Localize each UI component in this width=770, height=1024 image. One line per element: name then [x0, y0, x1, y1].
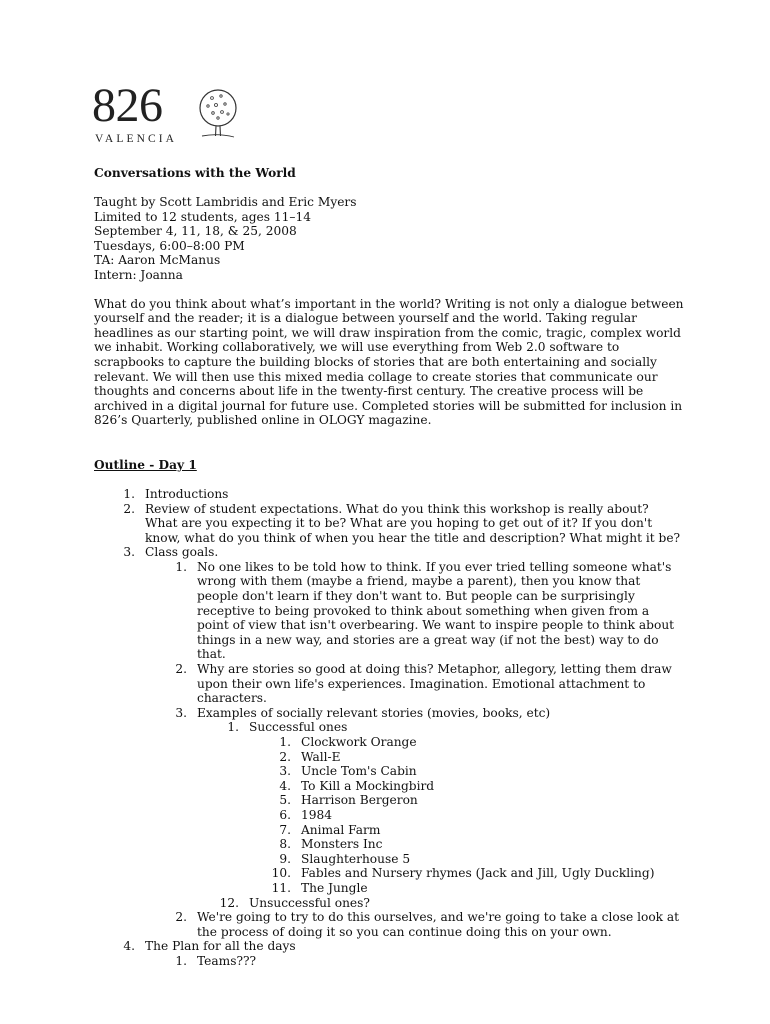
list-number: 8.	[279, 837, 291, 852]
list-text: 1984	[301, 807, 333, 822]
list-number: 6.	[279, 807, 291, 822]
list-text: Animal Farm	[301, 822, 381, 837]
list-number: 3.	[279, 764, 291, 779]
info-line-ta: TA: Aaron McManus	[94, 253, 221, 268]
outline-heading: Outline - Day 1	[94, 457, 197, 472]
list-number: 11.	[271, 880, 291, 895]
list-item	[145, 560, 684, 662]
info-line-teachers: Taught by Scott Lambridis and Eric Myers	[94, 195, 357, 209]
list-text: Examples of socially relevant stories (movies, books, etc)	[197, 705, 551, 720]
logo-name: VALENCIA	[95, 133, 178, 145]
list-text: The Plan for all the days	[145, 939, 296, 954]
list-number: 4.	[279, 778, 291, 793]
list-item	[249, 866, 684, 881]
list-item	[249, 837, 684, 852]
examples-list	[197, 720, 684, 910]
list-text: Uncle Tom's Cabin	[301, 764, 417, 779]
list-text: Teams???	[197, 953, 257, 968]
list-text: To Kill a Mockingbird	[301, 778, 435, 793]
outline-list	[94, 487, 684, 969]
list-item	[197, 720, 684, 895]
list-item	[197, 896, 684, 911]
list-item	[249, 881, 684, 896]
list-number: 12.	[219, 895, 239, 910]
list-number: 1.	[175, 559, 187, 574]
list-number: 2.	[175, 910, 187, 925]
list-number: 3.	[175, 705, 187, 720]
list-number: 2.	[123, 501, 135, 516]
info-line-dates: September 4, 11, 18, & 25, 2008	[94, 224, 297, 239]
tree-icon	[194, 86, 242, 144]
list-item	[249, 852, 684, 867]
info-line-limit: Limited to 12 students, ages 11–14	[94, 209, 312, 224]
class-goals-list	[145, 560, 684, 939]
list-item	[94, 487, 684, 502]
logo-number: 826	[92, 79, 163, 132]
list-text: Why are stories so good at doing this? Metaphor, allegory, letting them draw upon their own life's experiences. Imagination. Emotional attachment to characters.	[197, 662, 672, 706]
list-text: Successful ones	[249, 720, 348, 735]
list-item	[249, 779, 684, 794]
list-number: 2.	[175, 662, 187, 677]
course-description: What do you think about what’s important in the world? Writing is not only a dialogue between yourself and the reader; it is a dialogue between yourself and the world. Taking regular headlines as our starting point, we will draw inspiration from the comic, tragic, complex world we inhabit. Working collaboratively, we will use everything from Web 2.0 software to scrapbooks to capture the building blocks of stories that are both entertaining and socially relevant. We will then use this mixed media collage to create stories that communicate our thoughts and concerns about life in the twenty-first century. The creative process will be archived in a digital journal for future use. Completed stories will be submitted for inclusion in 826’s Quarterly, published online in OLOGY magazine.	[94, 296, 684, 428]
list-number: 9.	[279, 851, 291, 866]
list-number: 2.	[279, 749, 291, 764]
list-item	[145, 706, 684, 910]
plan-list	[145, 954, 684, 969]
list-text: The Jungle	[301, 880, 368, 895]
list-number: 1.	[279, 735, 291, 749]
list-text: Wall-E	[301, 749, 341, 764]
list-item	[94, 502, 684, 546]
list-text: We're going to try to do this ourselves, and we're going to take a close look at the process of doing it so you can continue doing this on your own.	[197, 910, 680, 939]
list-number: 10.	[271, 866, 291, 881]
list-number: 3.	[123, 545, 135, 560]
info-line-intern: Intern: Joanna	[94, 267, 183, 282]
list-number: 1.	[227, 720, 239, 735]
course-info	[94, 195, 684, 283]
list-item	[249, 808, 684, 823]
list-text: Slaughterhouse 5	[301, 851, 411, 866]
info-line-time: Tuesdays, 6:00–8:00 PM	[94, 238, 245, 253]
list-item	[249, 823, 684, 838]
list-item	[249, 735, 684, 750]
list-item	[94, 939, 684, 968]
list-number: 4.	[123, 939, 135, 954]
list-item	[145, 954, 684, 969]
list-text: Harrison Bergeron	[301, 793, 418, 808]
list-number: 1.	[123, 486, 135, 501]
list-item	[145, 662, 684, 706]
list-item	[249, 750, 684, 765]
list-text: Class goals.	[145, 545, 219, 560]
course-title: Conversations with the World	[94, 166, 296, 180]
list-item	[249, 793, 684, 808]
list-number: 1.	[175, 953, 187, 968]
list-item	[145, 910, 684, 939]
list-number: 5.	[279, 793, 291, 808]
document-page	[92, 79, 684, 969]
list-text: Introductions	[145, 486, 229, 501]
list-item	[249, 764, 684, 779]
list-number: 7.	[279, 822, 291, 837]
list-text: Review of student expectations. What do you think this workshop is really about? What are you expecting it to be? What are you hoping to get out of it? If you don't know, what do you think of when you hear the title and description? What might it be?	[145, 501, 681, 545]
list-text: Monsters Inc	[301, 837, 383, 852]
list-text: Clockwork Orange	[301, 735, 417, 749]
list-text: Unsuccessful ones?	[249, 895, 370, 910]
successful-stories-list	[249, 735, 684, 896]
list-text: No one likes to be told how to think. If you ever tried telling someone what's wrong with them (maybe a friend, maybe a parent), then you know that people don't learn if they don't want to. But people can be surprisingly receptive to being provoked to think about something when given from a point of view that isn't overbearing. We want to inspire people to think about things in a new way, and stories are a great way (if not the best) way to do that.	[197, 559, 675, 662]
logo-826-valencia	[92, 79, 254, 152]
list-item	[94, 545, 684, 939]
list-text: Fables and Nursery rhymes (Jack and Jill, Ugly Duckling)	[301, 866, 655, 881]
